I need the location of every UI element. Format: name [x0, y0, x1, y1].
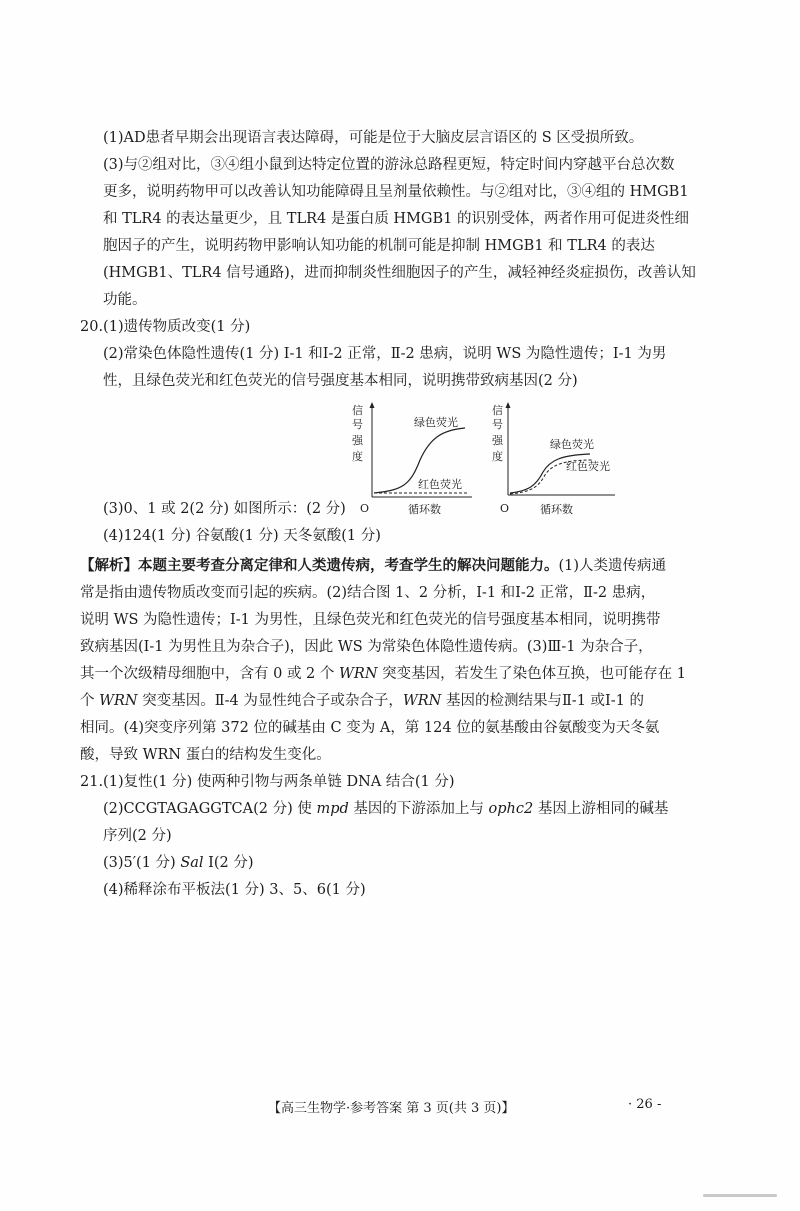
green-curve-label: 绿色荧光 [550, 438, 594, 451]
red-curve-label: 红色荧光 [418, 478, 462, 491]
gene-name: WRN [99, 693, 138, 709]
fluorescence-figure [340, 400, 630, 520]
text-line: 性，且绿色荧光和红色荧光的信号强度基本相同，说明携带致病基因(2 分) [103, 373, 578, 389]
question-20-heading: 20.(1)遗传物质改变(1 分) [80, 319, 251, 335]
analysis-heading: 【解析】本题主要考查分离定律和人类遗传病，考查学生的解决问题能力。 [80, 557, 559, 574]
analysis-line: 致病基因(Ⅰ-1 为男性且为杂合子)，因此 WS 为常染色体隐性遗传病。(3)Ⅲ-1 为杂合子， [80, 639, 653, 655]
right-graph [492, 402, 615, 516]
analysis-line: 个 WRN 突变基因。Ⅱ-4 为显性纯合子或杂合子，WRN 基因的检测结果与Ⅱ-1 或Ⅰ-1 的 [80, 693, 645, 709]
page-number: · 26 - [628, 1097, 662, 1112]
text-line: (1)AD患者早期会出现语言表达障碍，可能是位于大脑皮层言语区的 S 区受损所致。 [103, 130, 644, 146]
enzyme-name: Sal [180, 855, 204, 871]
text-line: (3)0、1 或 2(2 分) 如图所示：(2 分) [103, 501, 346, 517]
text-line: (HMGB1、TLR4 信号通路)，进而抑制炎性细胞因子的产生，减轻神经炎症损伤，改善认知 [103, 265, 696, 281]
question-21-heading: 21.(1)复性(1 分) 使两种引物与两条单链 DNA 结合(1 分) [80, 774, 455, 790]
gene-name: ophc2 [488, 801, 534, 817]
text-line: 序列(2 分) [103, 828, 172, 844]
y-label-char: 号 [492, 418, 503, 431]
analysis-line: 其一个次级精母细胞中，含有 0 或 2 个 WRN 突变基因，若发生了染色体互换，也可能存在 1 [80, 666, 686, 682]
x-axis-label: 循环数 [408, 503, 441, 516]
text-line: (4)稀释涂布平板法(1 分) 3、5、6(1 分) [103, 882, 366, 898]
origin-label: O [360, 502, 370, 515]
origin-label: O [500, 502, 510, 515]
y-label-char: 强 [492, 434, 503, 447]
scrollbar[interactable] [703, 1194, 777, 1197]
x-axis-label: 循环数 [540, 503, 573, 516]
analysis-line: 酸，导致 WRN 蛋白的结构发生变化。 [80, 747, 331, 763]
y-axis-arrow [506, 402, 511, 408]
y-label-char: 信 [492, 404, 503, 417]
text-line: 胞因子的产生，说明药物甲影响认知功能的机制可能是抑制 HMGB1 和 TLR4 的表达 [103, 238, 655, 254]
y-label-char: 强 [352, 434, 363, 447]
gene-name: WRN [402, 693, 442, 709]
gene-name: mpd [316, 801, 349, 817]
text-line: 更多，说明药物甲可以改善认知功能障碍且呈剂量依赖性。与②组对比，③④组的 HMGB1 [103, 184, 689, 200]
text-line: (2)CCGTAGAGGTCA(2 分) 使 mpd 基因的下游添加上与 ophc2 基因上游相同的碱基 [103, 801, 669, 817]
text-line: (2)常染色体隐性遗传(1 分) Ⅰ-1 和Ⅰ-2 正常，Ⅱ-2 患病，说明 WS 为隐性遗传；Ⅰ-1 为男 [103, 346, 667, 362]
y-label-char: 度 [492, 450, 503, 463]
text-line: (4)124(1 分) 谷氨酸(1 分) 天冬氨酸(1 分) [103, 528, 381, 544]
text-line: 和 TLR4 的表达量更少，且 TLR4 是蛋白质 HMGB1 的识别受体，两者作用可促进炎性细 [103, 211, 689, 227]
left-graph [352, 402, 472, 516]
text-line: (3)5′(1 分) Sal Ⅰ(2 分) [103, 855, 254, 871]
y-axis-arrow [370, 402, 375, 408]
analysis-line: 【解析】本题主要考查分离定律和人类遗传病，考查学生的解决问题能力。(1)人类遗传病通 [80, 557, 667, 574]
green-curve-label: 绿色荧光 [414, 416, 458, 429]
y-label-char: 号 [352, 418, 363, 431]
analysis-line: 常是指由遗传物质改变而引起的疾病。(2)结合图 1、2 分析，Ⅰ-1 和Ⅰ-2 正常，Ⅱ-2 患病， [80, 585, 656, 601]
analysis-line: 相同。(4)突变序列第 372 位的碱基由 C 变为 A，第 124 位的氨基酸由谷氨酸变为天冬氨 [80, 720, 660, 736]
analysis-line: 说明 WS 为隐性遗传；Ⅰ-1 为男性，且绿色荧光和红色荧光的信号强度基本相同，说明携带 [80, 612, 661, 628]
page-footer: 【高三生物学·参考答案 第 3 页(共 3 页)】 [268, 1101, 515, 1116]
text-line: (3)与②组对比，③④组小鼠到达特定位置的游泳总路程更短，特定时间内穿越平台总次数 [103, 157, 675, 173]
y-label-char: 信 [352, 404, 363, 417]
red-curve-label: 红色荧光 [566, 460, 610, 473]
y-label-char: 度 [352, 450, 363, 463]
gene-name: WRN [339, 666, 378, 682]
text-line: 功能。 [103, 292, 147, 308]
